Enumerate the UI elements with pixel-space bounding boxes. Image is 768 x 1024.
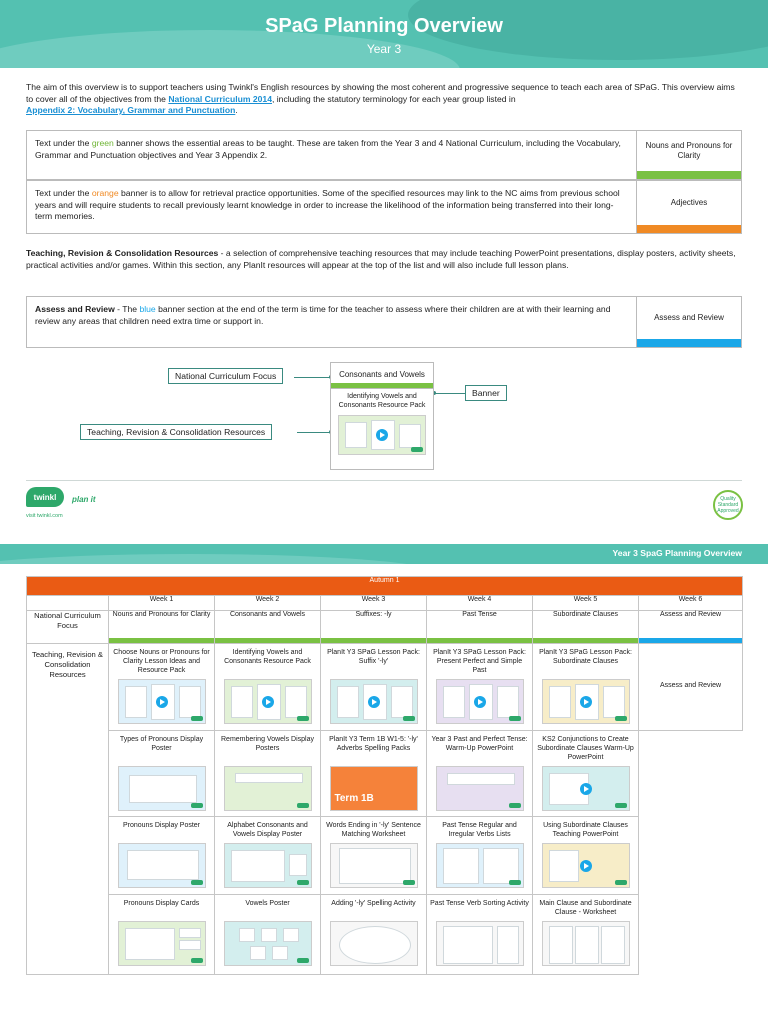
twinkl-corner-icon [191, 958, 203, 963]
resource-cell [321, 731, 427, 817]
green-banner-explainer [26, 130, 742, 180]
resource-name[interactable]: Year 3 Past and Perfect Tense: Warm-Up PowerPoint [431, 736, 528, 752]
twinkl-corner-icon [615, 803, 627, 808]
example-focus: Consonants and Vowels [339, 369, 425, 379]
thumbnail-page [289, 854, 307, 876]
resource-thumbnail[interactable] [436, 843, 524, 888]
green-word: green [91, 138, 114, 148]
appendix-2-link[interactable]: Appendix 2: Vocabulary, Grammar and Punctuation [26, 105, 236, 115]
thumbnail-page [179, 686, 201, 718]
resource-name[interactable]: Main Clause and Subordinate Clause - Worksheet [539, 900, 632, 916]
intro-text: . [235, 105, 238, 115]
connector-line [434, 393, 465, 394]
assess-review-cell: Assess and Review [639, 644, 743, 731]
explainer-text: Text under the [35, 138, 92, 148]
term-row [27, 577, 743, 596]
focus-cell: Nouns and Pronouns for Clarity [109, 611, 215, 644]
thumbnail-page [391, 686, 413, 718]
banner-wave [0, 554, 440, 564]
green-banner-text [27, 131, 637, 179]
thumbnail-page [483, 848, 519, 884]
explainer-text: banner section at the end of the term is time for the teacher to assess where their children are at with their learning and review any areas that children need extra time or support in. [35, 304, 611, 326]
thumbnail-page [575, 926, 599, 964]
thumbnail-page [285, 686, 307, 718]
example-resource-name: Identifying Vowels and Consonants Resource Pack [338, 393, 426, 409]
resource-thumbnail[interactable] [224, 843, 312, 888]
resource-cell [109, 817, 215, 895]
twinkl-corner-icon [403, 716, 415, 721]
resource-cell [321, 895, 427, 975]
orange-bar [637, 225, 741, 233]
resource-cell [427, 895, 533, 975]
resource-name[interactable]: PlanIt Y3 SPaG Lesson Pack: Present Perfect and Simple Past [433, 649, 526, 674]
example-card-header [331, 363, 433, 389]
twinkl-corner-icon [615, 880, 627, 885]
connector-line [297, 432, 332, 433]
thumbnail-page [549, 686, 571, 718]
page2-banner [0, 544, 768, 564]
week-header: Week 5 [533, 596, 639, 611]
resource-name[interactable]: KS2 Conjunctions to Create Subordinate Clauses Warm-Up PowerPoint [537, 736, 634, 761]
resource-thumbnail[interactable] [118, 843, 206, 888]
resource-thumbnail[interactable] [330, 766, 418, 811]
focus-row [27, 611, 743, 644]
resource-thumbnail[interactable] [436, 679, 524, 724]
connector-line [294, 377, 332, 378]
visit-link[interactable]: visit twinkl.com [26, 513, 63, 519]
explainer-text: Text under the [35, 188, 92, 198]
resource-name[interactable]: Types of Pronouns Display Poster [119, 736, 204, 752]
resource-cell [533, 731, 639, 817]
resource-name[interactable]: PlanIt Y3 SPaG Lesson Pack: Subordinate Clauses [539, 649, 632, 665]
planit-logo: plan it [72, 495, 96, 504]
orange-sample-banner [637, 181, 741, 233]
play-icon [376, 429, 388, 441]
resource-thumbnail[interactable] [224, 921, 312, 966]
explainer-text: banner shows the essential areas to be taught. These are taken from the Year 3 and 4 National Curriculum, including the Vocabulary, Grammar and Punctuation objectives and Year 3 Appendix 2. [35, 138, 621, 160]
resource-thumbnail[interactable] [436, 921, 524, 966]
green-bar [637, 171, 741, 179]
play-icon [262, 696, 274, 708]
example-week-card [330, 362, 434, 470]
resource-thumbnail[interactable] [224, 679, 312, 724]
term-1b-text: Term 1B [334, 793, 374, 804]
green-bar [331, 383, 433, 388]
resource-cell [427, 731, 533, 817]
resource-name[interactable]: PlanIt Y3 SPaG Lesson Pack: Suffix '-ly' [327, 649, 420, 665]
resource-row [27, 731, 743, 817]
thumbnail-page [399, 424, 421, 448]
thumbnail-page [283, 928, 299, 942]
resource-thumbnail[interactable] [542, 766, 630, 811]
thumbnail-page [250, 946, 266, 960]
resource-name[interactable]: Identifying Vowels and Consonants Resource Pack [224, 649, 311, 665]
week-row [27, 596, 743, 611]
thumbnail-page [231, 686, 253, 718]
resource-cell [109, 644, 215, 731]
focus-cell: Suffixes: -ly [321, 611, 427, 644]
resource-cell [427, 817, 533, 895]
blue-word: blue [139, 304, 156, 314]
thumbnail-page [129, 775, 197, 803]
resource-row [27, 817, 743, 895]
resource-cell [215, 895, 321, 975]
page-header [0, 0, 768, 68]
thumbnail-page [601, 926, 625, 964]
play-icon [368, 696, 380, 708]
planning-table [26, 576, 743, 975]
resource-name[interactable]: Pronouns Display Cards [123, 900, 200, 907]
focus-cell: Assess and Review [639, 611, 743, 644]
resource-thumbnail[interactable] [330, 921, 418, 966]
week-header: Week 3 [321, 596, 427, 611]
thumbnail-page [337, 686, 359, 718]
thumbnail-page [497, 926, 519, 964]
twinkl-corner-icon [297, 958, 309, 963]
resource-cell [109, 895, 215, 975]
orange-word: orange [91, 188, 119, 198]
resource-thumbnail[interactable] [330, 843, 418, 888]
focus-cell: Subordinate Clauses [533, 611, 639, 644]
twinkl-corner-icon [509, 716, 521, 721]
resource-name[interactable]: Words Ending in '-ly' Sentence Matching Worksheet [326, 822, 421, 838]
play-icon [474, 696, 486, 708]
teaching-resources-label: Teaching, Revision & Consolidation Resources [80, 424, 272, 440]
resource-thumbnail[interactable] [118, 766, 206, 811]
resource-cell [427, 644, 533, 731]
thumbnail-page [179, 928, 201, 938]
teaching-resources-paragraph [26, 248, 742, 271]
resource-thumbnail[interactable] [436, 766, 524, 811]
thumbnail-page [261, 928, 277, 942]
blue-banner-text [27, 297, 637, 347]
explainer-text: - The [114, 304, 140, 314]
resource-name[interactable]: Alphabet Consonants and Vowels Display Poster [227, 822, 308, 838]
blue-banner-explainer [26, 296, 742, 348]
twinkl-corner-icon [297, 880, 309, 885]
thumbnail-page [339, 926, 411, 964]
thumbnail-page [443, 926, 493, 964]
resource-thumbnail[interactable] [330, 679, 418, 724]
resource-cell [109, 731, 215, 817]
resource-cell [533, 644, 639, 731]
resources-row-label: Teaching, Revision & Consolidation Resources [27, 644, 109, 975]
thumbnail-page [127, 850, 199, 880]
twinkl-corner-icon [615, 716, 627, 721]
thumbnail-page [345, 422, 367, 448]
resource-name[interactable]: Past Tense Verb Sorting Activity [430, 900, 529, 907]
intro-text: , including the statutory terminology for each year group listed in [271, 93, 516, 104]
intro-paragraph [26, 82, 742, 117]
sample-banner-label: Adjectives [670, 197, 708, 207]
resource-cell [533, 817, 639, 895]
thumbnail-page [125, 686, 147, 718]
blue-sample-banner [637, 297, 741, 347]
resource-cell [321, 644, 427, 731]
orange-banner-text [27, 181, 637, 233]
thumbnail-page [447, 773, 515, 785]
thumbnail-page [497, 686, 519, 718]
twinkl-corner-icon [191, 716, 203, 721]
page-subtitle: Year 3 [366, 42, 402, 56]
sample-banner-label: Assess and Review [654, 312, 724, 322]
resource-row [27, 644, 743, 731]
thumbnail-page [549, 850, 579, 882]
footer-divider [26, 480, 742, 481]
resource-cell [321, 817, 427, 895]
thumbnail-page [339, 848, 411, 884]
twinkl-corner-icon [297, 716, 309, 721]
teaching-text: - a selection of comprehensive teaching resources that may include teaching PowerPoint presentations, display posters, activity sheets, practical activities and/or games. Within this section, any PlanIt resources will appear at the top of the list and will also include full lesson plans. [26, 248, 736, 270]
thumbnail-page [603, 686, 625, 718]
play-icon [580, 783, 592, 795]
twinkl-logo: twinkl [26, 487, 64, 507]
play-icon [156, 696, 168, 708]
twinkl-corner-icon [509, 803, 521, 808]
resource-name[interactable]: Past Tense Regular and Irregular Verbs Lists [442, 822, 517, 838]
resource-row [27, 895, 743, 975]
page-title: SPaG Planning Overview [265, 15, 503, 37]
resource-thumbnail[interactable] [118, 921, 206, 966]
thumbnail-page [125, 928, 175, 960]
resource-name[interactable]: Choose Nouns or Pronouns for Clarity Lesson Ideas and Resource Pack [113, 649, 210, 674]
twinkl-corner-icon [297, 803, 309, 808]
resource-thumbnail[interactable] [338, 415, 426, 455]
play-icon [580, 860, 592, 872]
resource-name[interactable]: Remembering Vowels Display Posters [221, 736, 314, 752]
empty-cell [27, 596, 109, 611]
orange-banner-explainer [26, 180, 742, 234]
resource-thumbnail[interactable] [542, 843, 630, 888]
twinkl-corner-icon [509, 880, 521, 885]
term-banner: Autumn 1 [27, 577, 743, 596]
resource-thumbnail[interactable] [224, 766, 312, 811]
resource-cell [533, 895, 639, 975]
thumbnail-page [239, 928, 255, 942]
twinkl-corner-icon [191, 803, 203, 808]
resource-thumbnail[interactable] [118, 679, 206, 724]
play-icon [580, 696, 592, 708]
week-header: Week 4 [427, 596, 533, 611]
focus-cell: Past Tense [427, 611, 533, 644]
explainer-text: banner is to allow for retrieval practice opportunities. Some of the specified resources may link to the NC aims from previous school years and will require students to recall previously learnt knowledge in order to increase the likelihood of the information being transferred into their long-term memories. [35, 188, 620, 221]
resource-name[interactable]: Adding '-ly' Spelling Activity [331, 900, 416, 907]
thumbnail-page [235, 773, 303, 783]
twinkl-corner-icon [411, 447, 423, 452]
page2-banner-title: Year 3 SpaG Planning Overview [612, 548, 742, 558]
resource-thumbnail[interactable] [542, 921, 630, 966]
green-sample-banner [637, 131, 741, 179]
thumbnail-page [272, 946, 288, 960]
national-curriculum-link[interactable]: National Curriculum 2014 [168, 93, 272, 104]
twinkl-corner-icon [403, 880, 415, 885]
resource-cell [215, 644, 321, 731]
focus-cell: Consonants and Vowels [215, 611, 321, 644]
resource-name[interactable]: Using Subordinate Clauses Teaching PowerPoint [543, 822, 628, 838]
thumbnail-page [443, 686, 465, 718]
thumbnail-page [231, 850, 285, 882]
resource-cell [215, 731, 321, 817]
week-header: Week 1 [109, 596, 215, 611]
quality-badge-icon: Quality Standard Approved [713, 490, 743, 520]
assess-heading: Assess and Review [35, 304, 115, 314]
twinkl-corner-icon [191, 880, 203, 885]
focus-row-label: National Curriculum Focus [27, 611, 109, 644]
thumbnail-page [549, 926, 573, 964]
week-header: Week 6 [639, 596, 743, 611]
thumbnail-page [443, 848, 479, 884]
national-curriculum-focus-label: National Curriculum Focus [168, 368, 283, 384]
week-header: Week 2 [215, 596, 321, 611]
resource-name[interactable]: Vowels Poster [245, 900, 290, 907]
resource-cell [215, 817, 321, 895]
blue-bar [637, 339, 741, 347]
sample-banner-label: Nouns and Pronouns for Clarity [645, 140, 733, 160]
resource-thumbnail[interactable] [542, 679, 630, 724]
banner-label: Banner [465, 385, 507, 401]
resource-name[interactable]: Pronouns Display Poster [122, 822, 201, 829]
resource-name[interactable]: PlanIt Y3 Term 1B W1-5: '-ly' Adverbs Spelling Packs [329, 736, 418, 752]
thumbnail-page [179, 940, 201, 950]
intro-text: The aim of this overview is to support teachers using Twinkl's English resources by showing the most coherent and progressive sequence to teach each area of SPaG. This overview aims to cover all of the objectives from the [26, 82, 735, 104]
teaching-heading: Teaching, Revision & Consolidation Resources [26, 248, 219, 258]
